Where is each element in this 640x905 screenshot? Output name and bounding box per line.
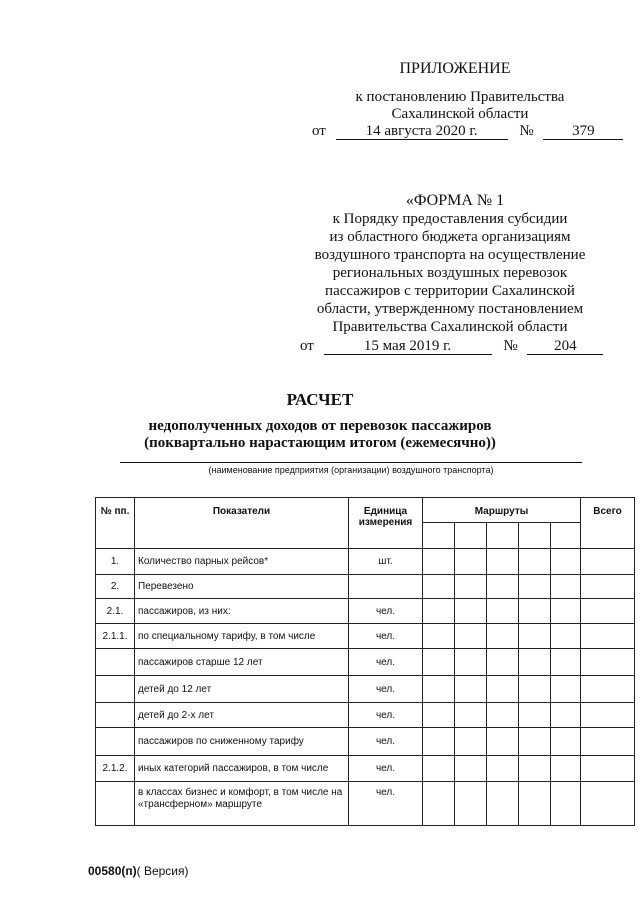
form-line-3: воздушного транспорта на осуществление [314,247,586,263]
row-unit: чел. [349,649,423,676]
footer-code: 00580(п) [88,864,137,878]
calc-subtitle-2: (поквартально нарастающим итогом (ежемесячно)) [144,435,496,451]
appendix-line-2: Сахалинской области [391,106,529,122]
row-label: детей до 2-х лет [135,703,349,728]
row-unit: шт. [349,549,423,575]
appendix-from-label: от [312,123,326,139]
row-unit: чел. [349,624,423,649]
route-col-3 [487,523,519,549]
appendix-line-1: к постановлению Правительства [355,89,565,105]
row-num [96,703,135,728]
table-row [96,599,635,624]
form-line-4: региональных воздушных перевозок [332,265,568,281]
calc-title: РАСЧЕТ [286,390,354,409]
row-num: 1. [96,549,135,575]
calc-subtitle-1: недополученных доходов от перевозок пассажиров [148,418,492,434]
row-unit: чел. [349,756,423,782]
route-col-5 [551,523,581,549]
row-label: иных категорий пассажиров, в том числе [135,756,349,782]
row-label: пассажиров старше 12 лет [135,649,349,676]
row-unit: чел. [349,599,423,624]
table-row [96,782,635,826]
table-header-row [96,498,635,523]
form-line-1: к Порядку предоставления субсидии [332,211,568,227]
appendix-number: 379 [543,123,623,140]
appendix-title: ПРИЛОЖЕНИЕ [399,60,511,77]
footer-version: ( Версия) [136,864,189,878]
row-label: пассажиров, из них: [135,599,349,624]
form-line-5: пассажиров с территории Сахалинской [325,283,575,299]
row-unit [349,575,423,599]
row-label: детей до 12 лет [135,676,349,703]
table-row [96,728,635,756]
row-num: 2.1.1. [96,624,135,649]
footer [88,864,189,878]
row-num [96,782,135,826]
row-num [96,728,135,756]
table-row [96,703,635,728]
form-line-7: Правительства Сахалинской области [332,319,568,335]
header-unit: Единица измерения [349,498,423,549]
header-total: Всего [581,498,635,549]
table-row [96,756,635,782]
route-col-1 [423,523,455,549]
form-line-2: из областного бюджета организациям [329,229,571,245]
table-row [96,649,635,676]
row-label: Количество парных рейсов* [135,549,349,575]
form-no-label: № [503,338,518,354]
appendix-date: 14 августа 2020 г. [336,123,508,140]
table-row [96,549,635,575]
row-unit: чел. [349,703,423,728]
row-num: 2. [96,575,135,599]
calculation-table [95,497,635,826]
appendix-no-label: № [519,123,534,139]
row-num: 2.1. [96,599,135,624]
org-caption: (наименование предприятия (организации) воздушного транспорта) [208,465,494,475]
form-number: 204 [527,338,603,355]
row-label: в классах бизнес и комфорт, в том числе на «трансферном» маршруте [135,782,349,826]
table-row [96,575,635,599]
header-routes: Маршруты [423,498,581,523]
row-unit: чел. [349,782,423,826]
form-line-6: области, утвержденному постановлением [316,301,584,317]
form-from-label: от [300,338,314,354]
table-row [96,676,635,703]
row-unit: чел. [349,728,423,756]
table-row [96,624,635,649]
row-label: Перевезено [135,575,349,599]
header-num: № пп. [96,498,135,549]
row-unit: чел. [349,676,423,703]
row-label: по специальному тарифу, в том числе [135,624,349,649]
row-num: 2.1.2. [96,756,135,782]
form-title: «ФОРМА № 1 [405,192,505,209]
row-label: пассажиров по сниженному тарифу [135,728,349,756]
route-col-4 [519,523,551,549]
row-num [96,676,135,703]
row-num [96,649,135,676]
header-indicators: Показатели [135,498,349,549]
form-date: 15 мая 2019 г. [324,338,492,355]
route-col-2 [455,523,487,549]
org-name-line [120,462,582,463]
form-date-line [300,337,603,355]
appendix-date-line [312,122,623,140]
